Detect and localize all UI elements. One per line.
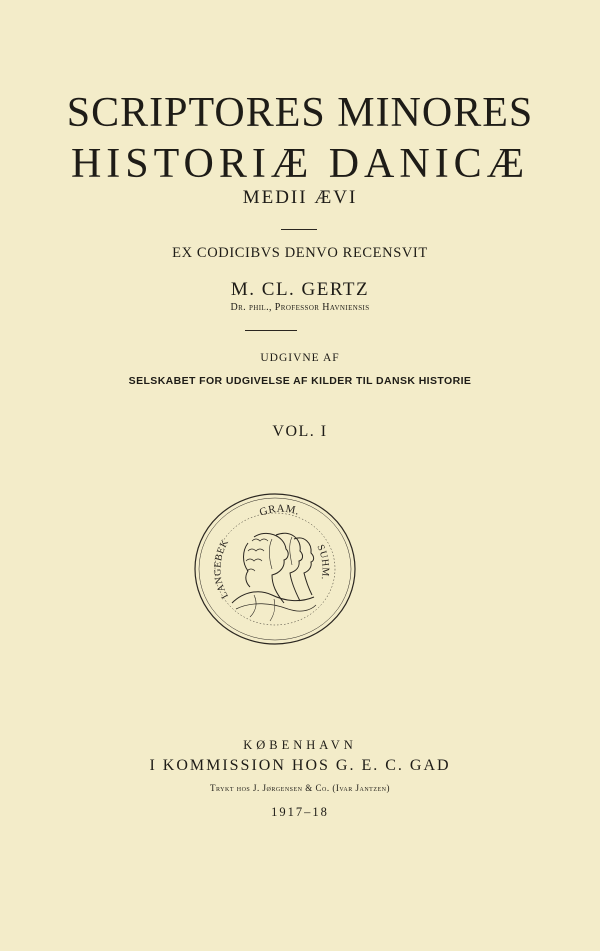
medallion-inscription-gram: GRAM. <box>257 502 302 519</box>
author-credentials: Dr. phil., Professor Havniensis <box>230 302 370 313</box>
portrait-medallion <box>192 491 358 647</box>
society-name: SELSKABET FOR UDGIVELSE AF KILDER TIL DANSK HISTORIE <box>128 375 472 387</box>
divider-rule <box>281 229 317 230</box>
imprint-years: 1917–18 <box>271 805 329 819</box>
title-line-1: SCRIPTORES MINORES <box>66 90 534 136</box>
medallion-inscription-suhm: SUHM. <box>314 543 331 581</box>
svg-text:GRAM. <box>258 503 301 519</box>
edited-statement: EX CODICIBVS DENVO RECENSVIT <box>172 245 428 261</box>
published-by-label: UDGIVNE AF <box>260 352 340 364</box>
author-name: M. CL. GERTZ <box>230 279 370 300</box>
medallion-inscription-langebek: LANGEBEK <box>212 537 232 601</box>
title-line-2: HISTORIÆ DANICÆ <box>70 141 530 187</box>
imprint-publisher: I KOMMISSION HOS G. E. C. GAD <box>149 757 451 774</box>
subtitle: MEDII ÆVI <box>242 187 358 208</box>
volume-number: VOL. I <box>272 423 328 440</box>
medallion-profiles-icon <box>232 533 316 621</box>
imprint-city: KØBENHAVN <box>243 738 357 752</box>
imprint-printer: Trykt hos J. Jørgensen & Co. (Ivar Jantzen) <box>210 783 390 793</box>
divider-rule <box>245 330 297 331</box>
svg-text:LANGEBEK <box>212 537 231 600</box>
svg-text:SUHM. <box>314 543 330 581</box>
